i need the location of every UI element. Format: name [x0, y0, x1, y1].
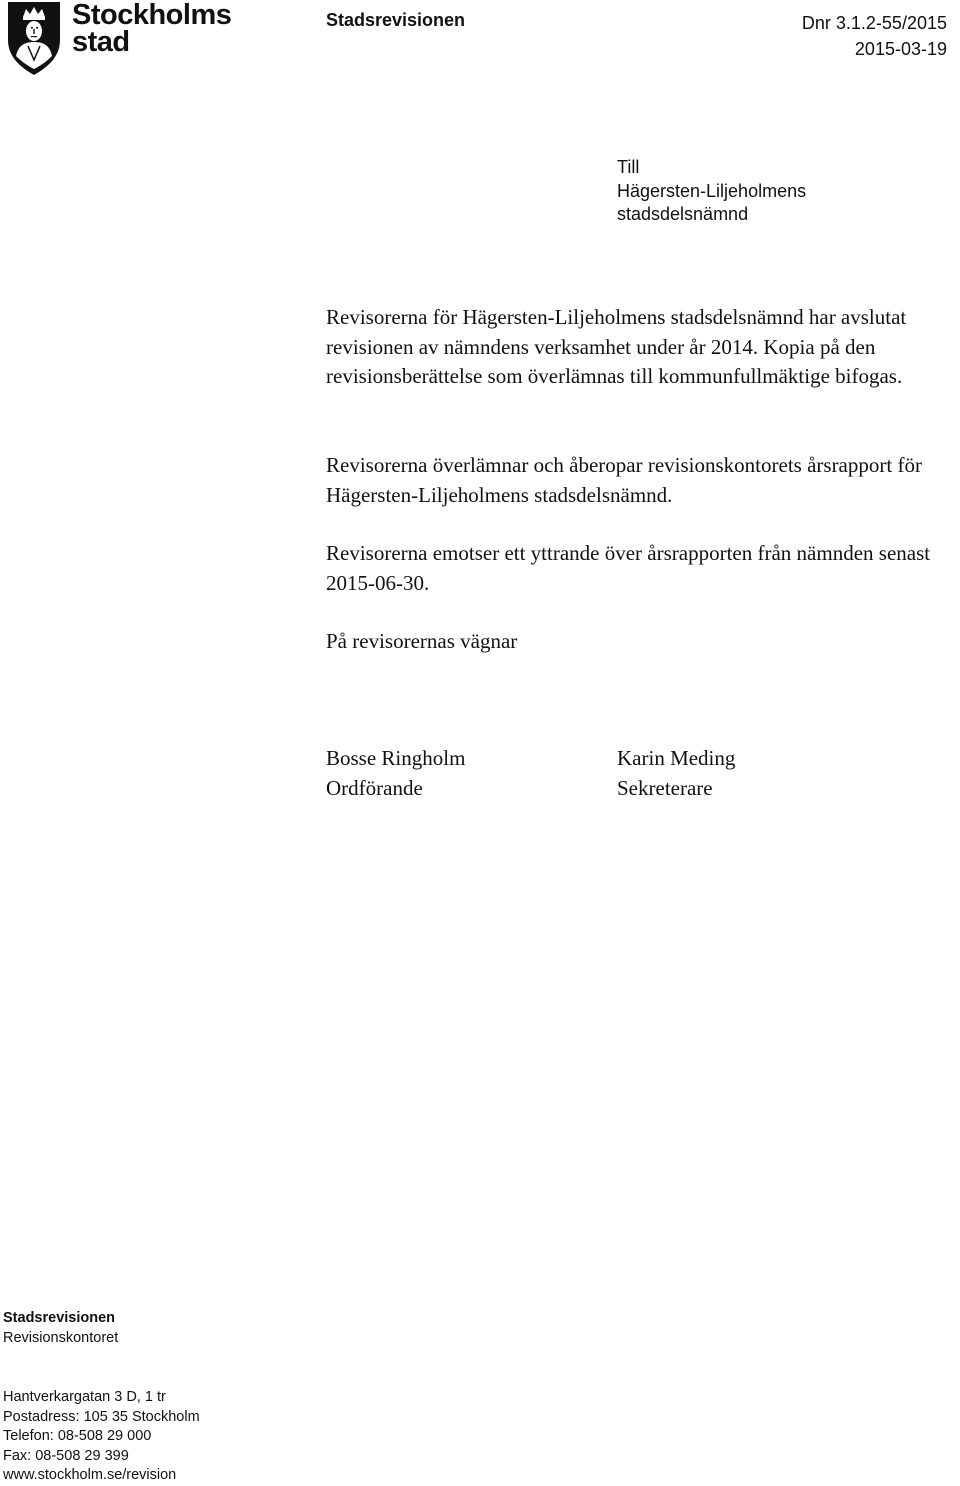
- header-organization: Stadsrevisionen: [326, 10, 466, 30]
- closing-line: På revisorernas vägnar: [326, 629, 518, 653]
- document-date: 2015-03-19: [854, 39, 947, 59]
- recipient-line-2: Hägersten-Liljeholmens: [617, 180, 807, 201]
- footer-postal-address: Postadress: 105 35 Stockholm: [3, 1408, 200, 1425]
- body-paragraph-2: Revisorerna överlämnar och åberopar revisionskontorets årsrapport för Hägersten-Liljeholmens stadsdelsnämnd.: [326, 453, 922, 507]
- logo-line-2: stad: [72, 26, 130, 58]
- signer-title: Sekreterare: [617, 775, 713, 800]
- footer-contact-block: [3, 1388, 200, 1486]
- reference-number: Dnr 3.1.2-55/2015: [801, 13, 947, 33]
- footer-website-link[interactable]: www.stockholm.se/revision: [3, 1467, 177, 1483]
- footer-phone: Telefon: 08-508 29 000: [3, 1428, 152, 1444]
- recipient-line-1: Till: [617, 157, 640, 177]
- footer-address: Hantverkargatan 3 D, 1 tr: [3, 1389, 166, 1405]
- stockholm-crest-icon: [6, 0, 62, 76]
- body-paragraph-1: Revisorerna för Hägersten-Liljeholmens stadsdelsnämnd har avslutat revisionen av nämndens verksamhet under år 2014. Kopia på den revisionsberättelse som överlämnas till kommunfullmäktige bifogas.: [326, 305, 907, 388]
- signer-title: Ordförande: [326, 775, 423, 800]
- signature-secretary: [617, 744, 735, 803]
- logo-line-1: Stockholms: [72, 0, 232, 31]
- body-paragraph-3: Revisorerna emotser ett yttrande över årsrapporten från nämnden senast 2015-06-30.: [326, 541, 931, 595]
- header-reference: [802, 10, 947, 62]
- signer-name: Karin Meding: [617, 746, 736, 770]
- footer-fax: Fax: 08-508 29 399: [3, 1447, 129, 1464]
- stockholms-stad-logo: [6, 0, 236, 78]
- footer-organization-block: [3, 1309, 118, 1348]
- recipient-line-3: stadsdelsnämnd: [617, 204, 749, 224]
- signer-name: Bosse Ringholm: [326, 746, 466, 770]
- recipient-block: [617, 156, 806, 227]
- footer-department: Revisionskontoret: [3, 1329, 119, 1346]
- footer-organization: Stadsrevisionen: [3, 1310, 116, 1326]
- logo-wordmark: [72, 2, 231, 56]
- signature-chairman: [326, 744, 465, 803]
